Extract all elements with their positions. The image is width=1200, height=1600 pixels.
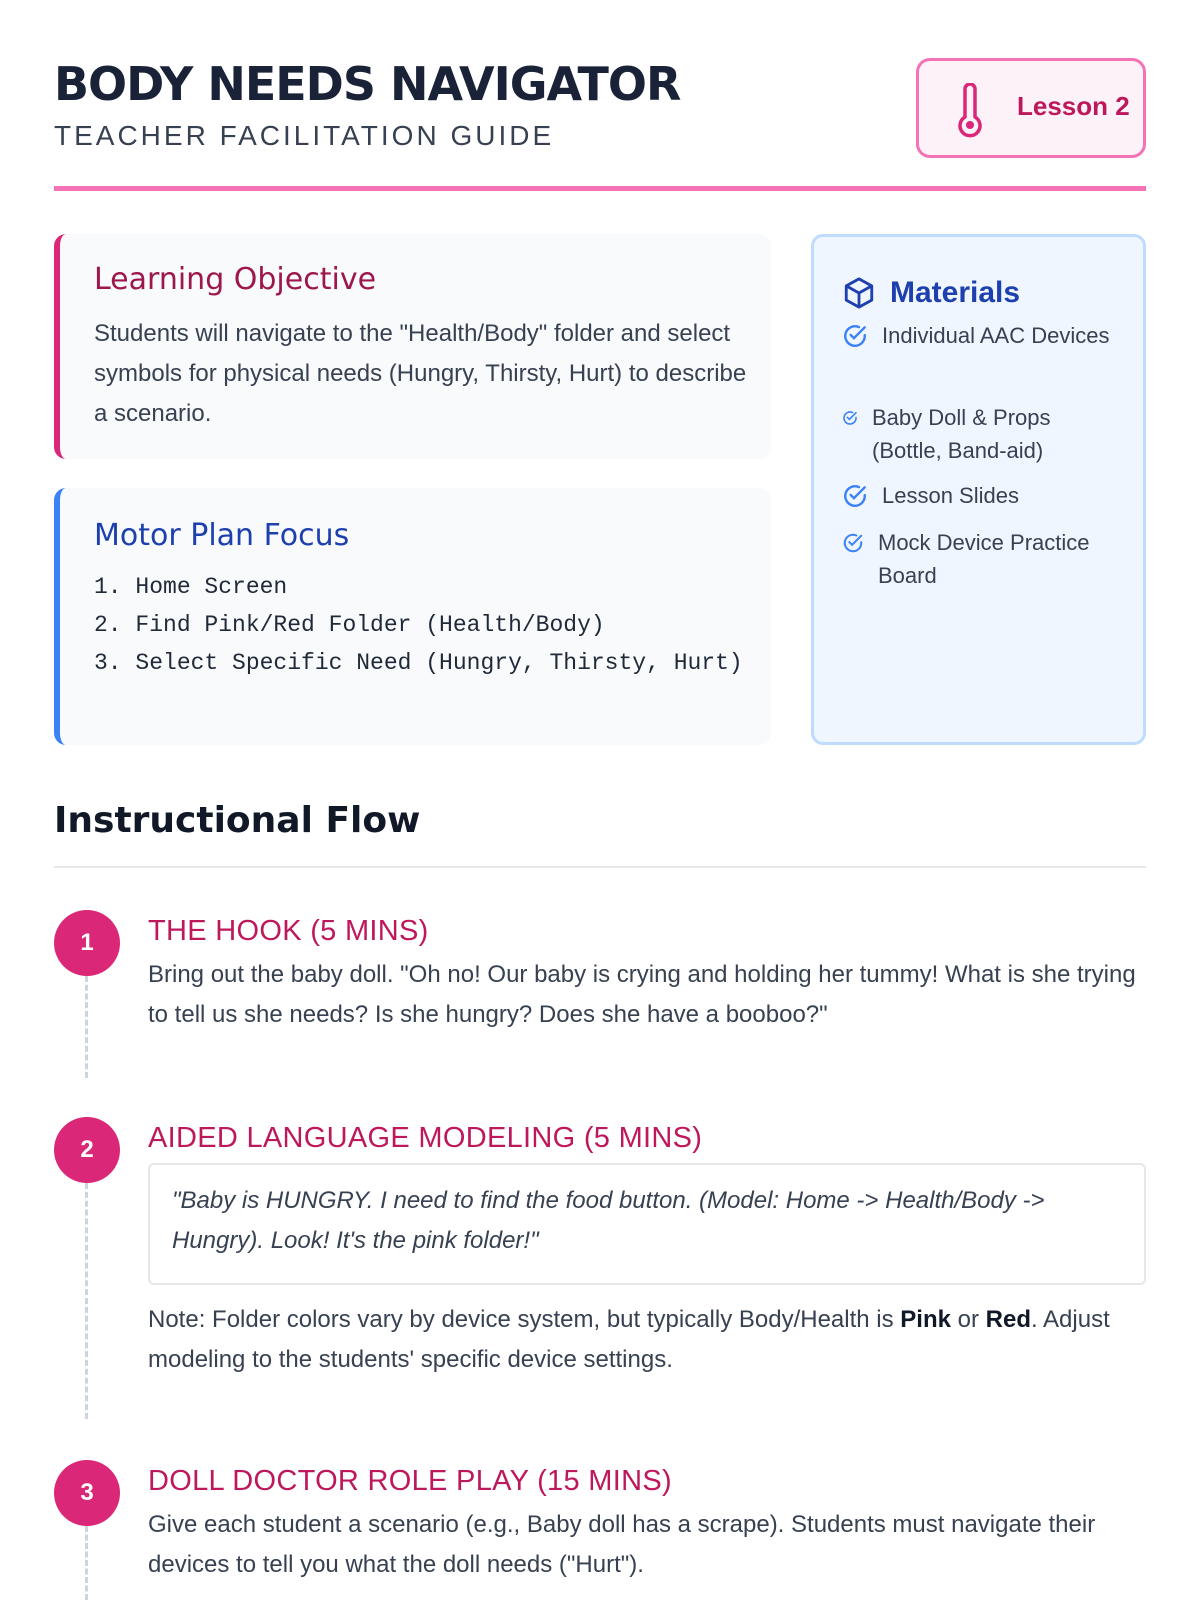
materials-header	[842, 273, 1020, 313]
materials-heading: Materials	[890, 276, 1021, 309]
motor-plan-step: 3. Select Specific Need (Hungry, Thirsty, Hurt)	[94, 650, 743, 676]
timeline-connector	[85, 1183, 88, 1419]
step-note: Note: Folder colors vary by device system, but typically Body/Health is Pink or Red. Adjust modeling to the students' specific device settings.	[148, 1306, 1110, 1373]
step-number-badge: 2	[54, 1117, 120, 1183]
section-divider	[54, 866, 1146, 868]
header-divider	[54, 186, 1146, 191]
step-title: AIDED LANGUAGE MODELING (5 MINS)	[148, 1122, 703, 1154]
page-header	[54, 56, 1146, 196]
modeling-script-box	[148, 1163, 1146, 1285]
materials-card	[811, 234, 1146, 745]
step-title: DOLL DOCTOR ROLE PLAY (15 MINS)	[148, 1465, 672, 1497]
motor-plan-heading: Motor Plan Focus	[94, 518, 350, 553]
check-circle-icon	[842, 532, 864, 554]
step-title: THE HOOK (5 MINS)	[148, 915, 429, 947]
materials-item: Individual AAC Devices	[842, 319, 1112, 352]
lesson-badge	[916, 58, 1146, 158]
timeline-connector	[85, 976, 88, 1078]
motor-plan-step: 1. Home Screen	[94, 574, 288, 600]
step-number-badge: 1	[54, 910, 120, 976]
thermometer-icon	[949, 83, 989, 139]
materials-item: Mock Device Practice Board	[842, 526, 1108, 592]
modeling-script: "Baby is HUNGRY. I need to find the food button. (Model: Home -> Health/Body -> Hungry). Look! It's the pink folder!"	[172, 1187, 1045, 1254]
motor-plan-card	[54, 488, 771, 745]
cube-icon	[842, 276, 876, 310]
note-pink: Pink	[900, 1306, 951, 1333]
objective-heading: Learning Objective	[94, 262, 377, 297]
timeline-connector	[85, 1526, 88, 1600]
materials-item: Baby Doll & Props (Bottle, Band-aid)	[842, 401, 1102, 467]
check-circle-icon	[842, 323, 868, 349]
step-number-badge: 3	[54, 1460, 120, 1526]
learning-objective-card	[54, 234, 771, 459]
lesson-label: Lesson 2	[1017, 91, 1130, 121]
objective-text: Students will navigate to the "Health/Body" folder and select symbols for physical needs (Hungry, Thirsty, Hurt) to describe a scenario.	[94, 320, 747, 427]
check-circle-icon	[842, 410, 858, 426]
materials-item: Lesson Slides	[842, 479, 1112, 512]
motor-plan-list	[94, 568, 754, 682]
instructional-flow-heading: Instructional Flow	[54, 800, 421, 841]
step-text: Bring out the baby doll. "Oh no! Our baby is crying and holding her tummy! What is she trying to tell us she needs? Is she hungry? Does she have a booboo?"	[148, 961, 1136, 1028]
check-circle-icon	[842, 483, 868, 509]
motor-plan-step: 2. Find Pink/Red Folder (Health/Body)	[94, 612, 605, 638]
step-text: Give each student a scenario (e.g., Baby doll has a scrape). Students must navigate their devices to tell you what the doll needs ("Hurt").	[148, 1511, 1096, 1578]
page-subtitle: TEACHER FACILITATION GUIDE	[54, 120, 555, 151]
note-red: Red	[985, 1306, 1032, 1333]
page-title: BODY NEEDS NAVIGATOR	[54, 57, 681, 111]
